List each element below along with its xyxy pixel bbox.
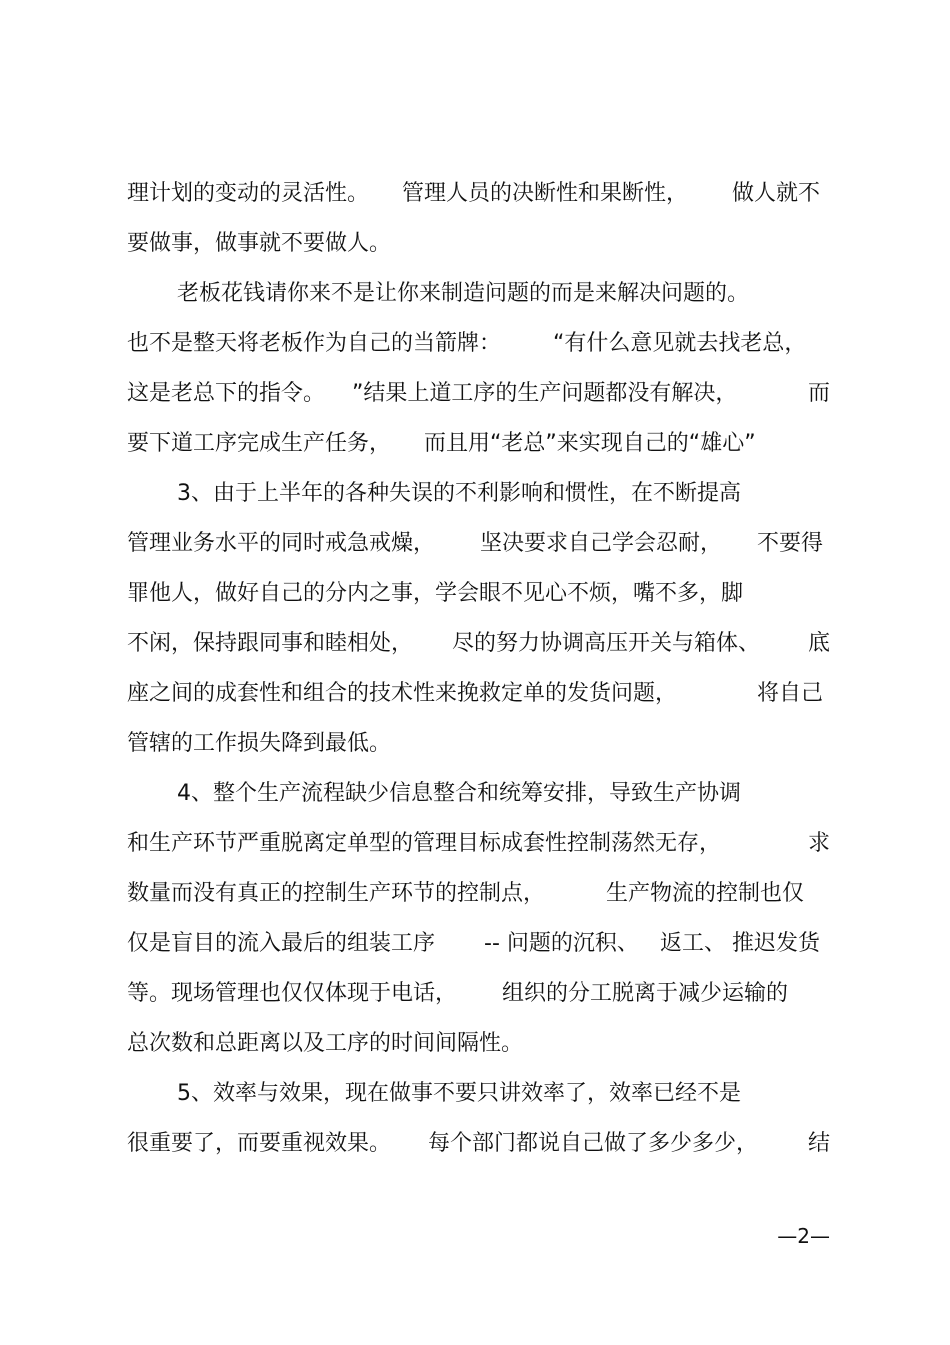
text-segment: 管理人员的决断性和果断性， (402, 181, 689, 206)
text-segment: 总次数和总距离以及工序的时间间隔性。 (127, 1031, 524, 1056)
text-segment: 管理业务水平的同时戒急戒燥， (127, 531, 436, 556)
text-segment: 罪他人，做好自己的分内之事，学会眼不见心不烦，嘴不多，脚 (127, 581, 744, 606)
text-segment: 每个部门都说自己做了多少多少， (428, 1131, 759, 1156)
text-line (0, 1024, 950, 1064)
text-segment: 和生产环节严重脱离定单型的管理目标成套性控制荡然无存， (127, 831, 722, 856)
text-segment: 结 (808, 1131, 831, 1156)
text-segment: 返工、 (660, 931, 727, 956)
text-segment: 座之间的成套性和组合的技术性来挽救定单的发货问题， (127, 681, 678, 706)
text-segment: 3、由于上半年的各种失误的不利影响和惯性，在不断提高 (177, 481, 741, 506)
text-segment: 理计划的变动的灵活性。 (127, 181, 370, 206)
text-segment: 而且用“老总”来实现自己的“雄心” (424, 431, 756, 456)
text-segment: 5、效率与效果，现在做事不要只讲效率了，效率已经不是 (177, 1081, 741, 1106)
text-segment: 做人就不 (732, 181, 821, 206)
text-line (0, 274, 950, 314)
text-line (0, 974, 950, 1014)
text-segment: 等。现场管理也仅仅体现于电话， (127, 981, 458, 1006)
text-line (0, 374, 950, 414)
text-segment: 管辖的工作损失降到最低。 (127, 731, 392, 756)
text-line (0, 474, 950, 514)
text-segment: 底 (808, 631, 831, 656)
text-segment: ”结果上道工序的生产问题都没有解决， (352, 381, 738, 406)
text-line (0, 424, 950, 464)
text-segment: 生产物流的控制也仅 (606, 881, 805, 906)
text-line (0, 324, 950, 364)
text-line (0, 624, 950, 664)
text-segment: 不闲，保持跟同事和睦相处， (127, 631, 414, 656)
text-segment: 组织的分工脱离于减少运输的 (502, 981, 789, 1006)
text-line (0, 674, 950, 714)
text-segment: 推迟发货 (732, 931, 821, 956)
text-segment: 老板花钱请你来不是让你来制造问题的而是来解决问题的。 (177, 281, 750, 306)
text-segment: 将自己 (757, 681, 824, 706)
text-line (0, 1074, 950, 1114)
text-line (0, 524, 950, 564)
text-segment: 很重要了，而要重视效果。 (127, 1131, 392, 1156)
text-segment: 求 (808, 831, 831, 856)
text-segment: “有什么意见就去找老总， (553, 331, 807, 356)
text-line (0, 1124, 950, 1164)
text-line (0, 224, 950, 264)
text-segment: 而 (808, 381, 831, 406)
text-segment: 坚决要求自己学会忍耐， (480, 531, 723, 556)
text-segment: 要做事，做事就不要做人。 (127, 231, 392, 256)
text-line (0, 874, 950, 914)
text-segment: 要下道工序完成生产任务， (127, 431, 392, 456)
text-segment: 数量而没有真正的控制生产环节的控制点， (127, 881, 546, 906)
text-line (0, 574, 950, 614)
text-segment: -- 问题的沉积、 (484, 931, 639, 956)
text-line (0, 774, 950, 814)
text-line (0, 724, 950, 764)
text-line (0, 824, 950, 864)
text-segment: 尽的努力协调高压开关与箱体、 (452, 631, 761, 656)
text-segment: 4、整个生产流程缺少信息整合和统筹安排，导致生产协调 (177, 781, 741, 806)
text-segment: 仅是盲目的流入最后的组装工序 (127, 931, 436, 956)
text-segment: 不要得 (757, 531, 824, 556)
page-number: —2— (777, 1224, 830, 1248)
text-segment: 这是老总下的指令。 (127, 381, 326, 406)
text-line (0, 174, 950, 214)
text-segment: 也不是整天将老板作为自己的当箭牌： (127, 331, 502, 356)
text-line (0, 924, 950, 964)
